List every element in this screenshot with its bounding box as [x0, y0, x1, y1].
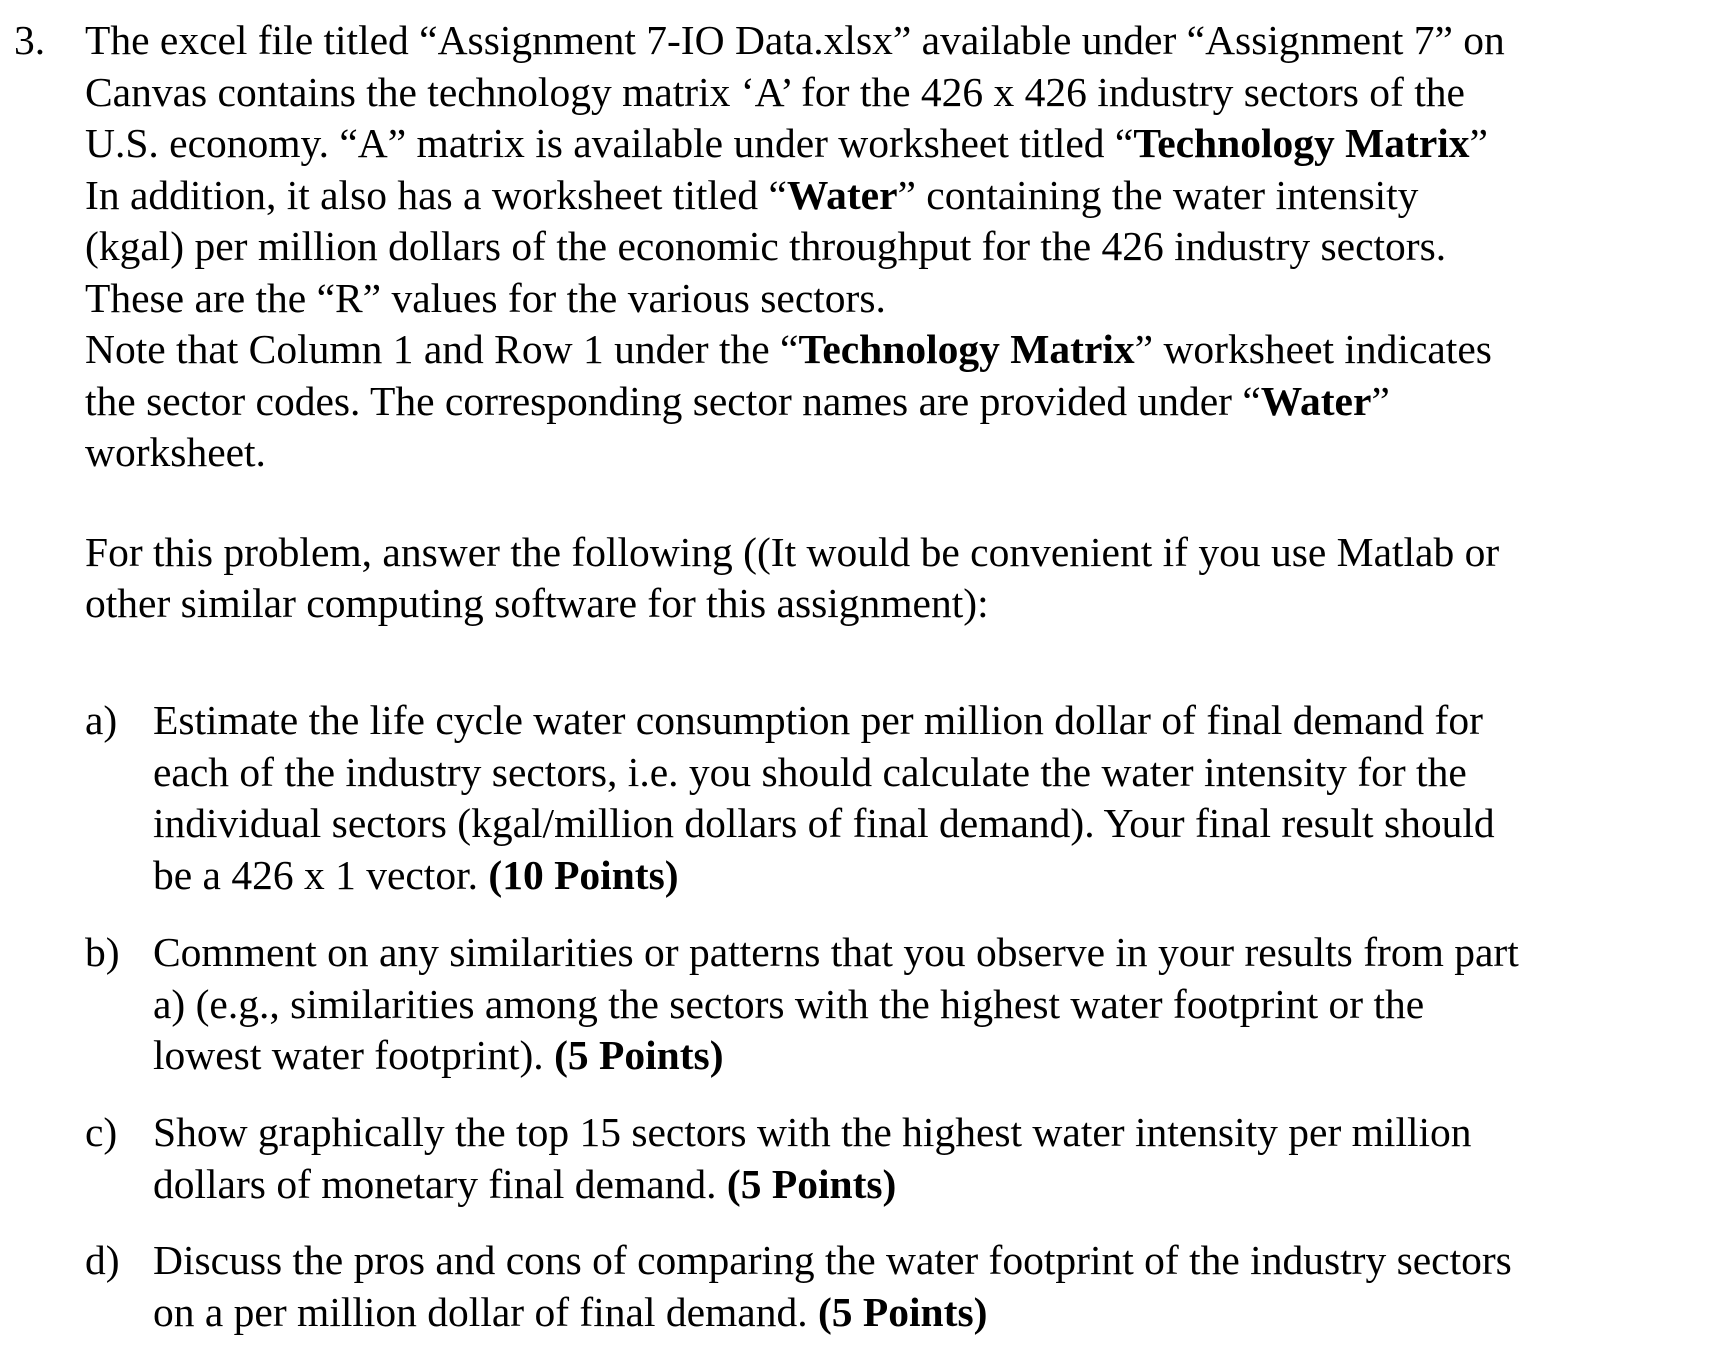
- part-d-text: [153, 1235, 1512, 1338]
- part-c-label: c): [85, 1109, 118, 1155]
- question-intro: [85, 15, 1725, 479]
- instruction-line-1: For this problem, answer the following ((It would be convenient if you use Matlab or: [85, 528, 1500, 575]
- worksheet-name-technology-matrix: Technology Matrix: [798, 326, 1135, 372]
- part-a-points: (10 Points): [488, 851, 679, 898]
- worksheet-name-water: Water: [786, 171, 898, 218]
- question-instruction: [85, 527, 1725, 630]
- question-body: [85, 15, 1725, 630]
- part-a-line-1: Estimate the life cycle water consumption per million dollar of final demand for: [153, 697, 1483, 743]
- question-number: 3.: [14, 17, 46, 63]
- part-d-points: (5 Points): [817, 1288, 988, 1335]
- part-b-text: [153, 927, 1519, 1082]
- part-b-line-1: Comment on any similarities or patterns that you observe in your results from part: [153, 929, 1519, 975]
- part-a-label: a): [85, 697, 118, 743]
- intro-line-6: These are the “R” values for the various sectors.: [85, 274, 886, 321]
- intro-line-3: U.S. economy. “A” matrix is available under worksheet titled “Technology Matrix”: [85, 120, 1488, 166]
- part-c-points: (5 Points): [726, 1160, 897, 1207]
- worksheet-name-technology-matrix: Technology Matrix: [1133, 120, 1470, 166]
- intro-line-4: In addition, it also has a worksheet titled “Water” containing the water intensity: [85, 171, 1419, 218]
- intro-line-7: Note that Column 1 and Row 1 under the “Technology Matrix” worksheet indicates: [85, 326, 1492, 372]
- part-a-line-2: each of the industry sectors, i.e. you should calculate the water intensity for the: [153, 748, 1467, 795]
- intro-line-5: (kgal) per million dollars of the economic throughput for the 426 industry sectors.: [85, 223, 1447, 269]
- intro-line-9: worksheet.: [85, 429, 266, 475]
- part-b-line-3: lowest water footprint). (5 Points): [153, 1032, 724, 1078]
- part-a-line-4: be a 426 x 1 vector. (10 Points): [153, 851, 679, 898]
- part-c-text: [153, 1107, 1472, 1210]
- worksheet-name-water: Water: [1260, 377, 1372, 424]
- intro-line-2: Canvas contains the technology matrix ‘A’ for the 426 x 426 industry sectors of the: [85, 68, 1465, 115]
- intro-line-8: the sector codes. The corresponding sector names are provided under “Water”: [85, 377, 1390, 424]
- part-c-line-2: dollars of monetary final demand. (5 Points): [153, 1160, 897, 1207]
- part-d-line-1: Discuss the pros and cons of comparing the water footprint of the industry sectors: [153, 1237, 1512, 1283]
- part-b-label: b): [85, 929, 120, 975]
- part-b-line-2: a) (e.g., similarities among the sectors with the highest water footprint or the: [153, 980, 1425, 1027]
- instruction-line-2: other similar computing software for this assignment):: [85, 580, 989, 626]
- part-c-line-1: Show graphically the top 15 sectors with the highest water intensity per million: [153, 1109, 1472, 1155]
- part-a-line-3: individual sectors (kgal/million dollars of final demand). Your final result should: [153, 800, 1495, 846]
- part-d-line-2: on a per million dollar of final demand. (5 Points): [153, 1288, 988, 1335]
- part-b-points: (5 Points): [554, 1032, 724, 1078]
- part-d-label: d): [85, 1237, 120, 1283]
- part-a-text: [153, 695, 1495, 901]
- intro-line-1: The excel file titled “Assignment 7-IO Data.xlsx” available under “Assignment 7” on: [85, 17, 1505, 63]
